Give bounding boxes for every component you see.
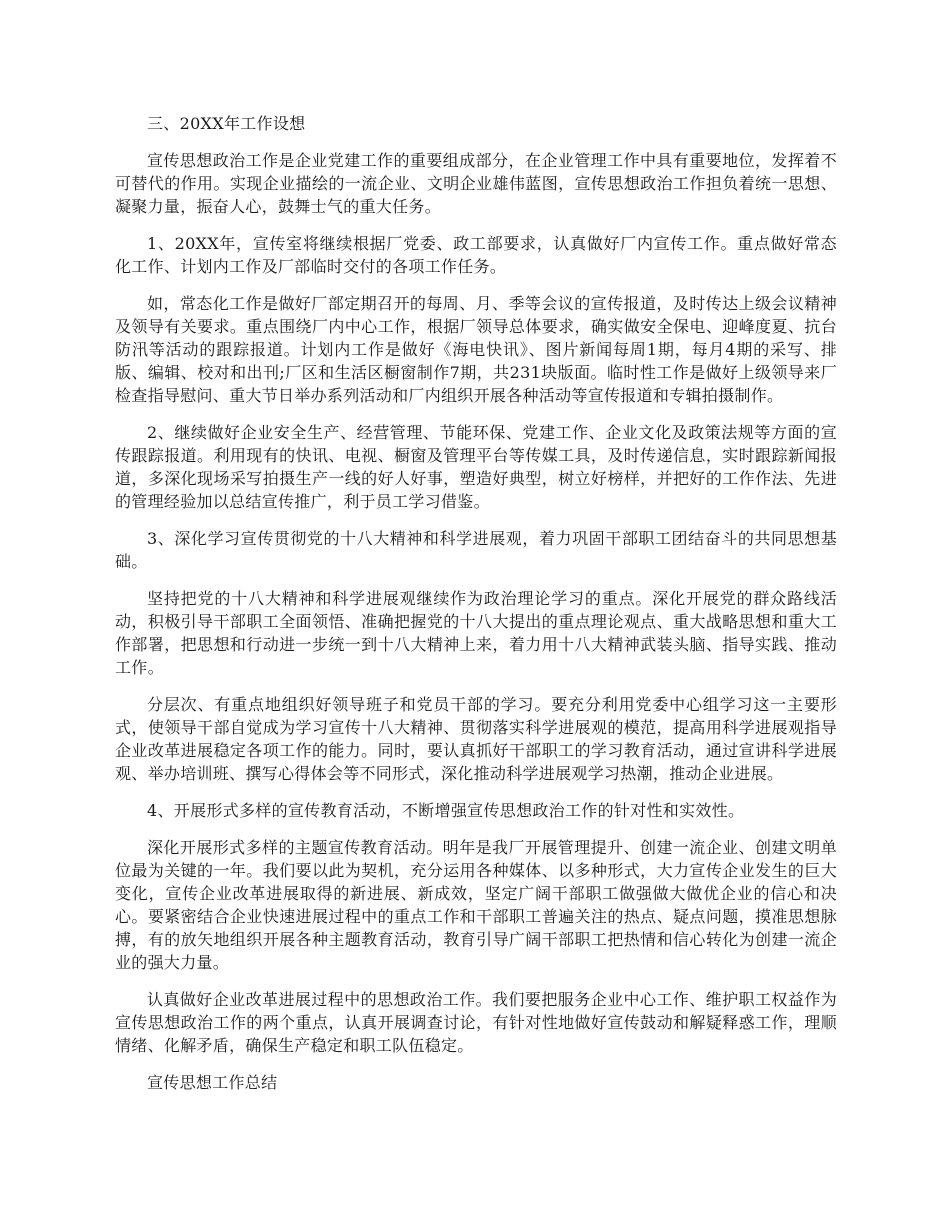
paragraph: 3、深化学习宣传贯彻党的十八大精神和科学进展观，着力巩固干部职工团结奋斗的共同思想基础。 xyxy=(115,529,837,571)
paragraph: 深化开展形式多样的主题宣传教育活动。明年是我厂开展管理提升、创建一流企业、创建文明单位最为关键的一年。我们要以此为契机，充分运用各种媒体、以多种形式，大力宣传企业发生的巨大变化，宣传企业改革进展取得的新进展、新成效，坚定广阔干部职工做强做大做优企业的信心和决心。要紧密结合企业快速进展过程中的重点工作和干部职工普遍关注的热点、疑点问题，摸准思想脉搏，有的放矢地组织开展各种主题教育活动，教育引导广阔干部职工把热情和信心转化为创建一流企业的强大力量。 xyxy=(115,838,837,972)
paragraph: 如，常态化工作是做好厂部定期召开的每周、月、季等会议的宣传报道，及时传达上级会议精神及领导有关要求。重点围绕厂内中心工作，根据厂领导总体要求，确实做安全保电、迎峰度夏、抗台防汛等活动的跟踪报道。计划内工作是做好《海电快讯》、图片新闻每周1期，每月4期的采写、排版、编辑、校对和出刊;厂区和生活区橱窗制作7期，共231块版面。临时性工作是做好上级领导来厂检查指导慰问、重大节日举办系列活动和厂内组织开展各种活动等宣传报道和专辑拍摄制作。 xyxy=(115,294,837,405)
paragraph: 分层次、有重点地组织好领导班子和党员干部的学习。要充分利用党委中心组学习这一主要形式，使领导干部自觉成为学习宣传十八大精神、贯彻落实科学进展观的模范，提高用科学进展观指导企业改革进展稳定各项工作的能力。同时，要认真抓好干部职工的学习教育活动，通过宣讲科学进展观、举办培训班、撰写心得体会等不同形式，深化推动科学进展观学习热潮，推动企业进展。 xyxy=(115,695,837,783)
paragraph: 坚持把党的十八大精神和科学进展观继续作为政治理论学习的重点。深化开展党的群众路线活动，积极引导干部职工全面领悟、准确把握党的十八大提出的重点理论观点、重大战略思想和重大工作部署，把思想和行动进一步统一到十八大精神上来，着力用十八大精神武装头脑、指导实践、推动工作。 xyxy=(115,589,837,677)
paragraph: 1、20XX年，宣传室将继续根据厂党委、政工部要求，认真做好厂内宣传工作。重点做好常态化工作、计划内工作及厂部临时交付的各项工作任务。 xyxy=(115,234,837,276)
document-body xyxy=(115,112,837,1108)
section-heading: 三、20XX年工作设想 xyxy=(147,114,306,133)
paragraph: 认真做好企业改革进展过程中的思想政治工作。我们要把服务企业中心工作、维护职工权益作为宣传思想政治工作的两个重点，认真开展调查讨论，有针对性地做好宣传鼓动和解疑释惑工作，理顺情绪、化解矛盾，确保生产稳定和职工队伍稳定。 xyxy=(115,990,837,1055)
paragraph: 4、开展形式多样的宣传教育活动，不断增强宣传思想政治工作的针对性和实效性。 xyxy=(147,801,745,820)
paragraph: 2、继续做好企业安全生产、经营管理、节能环保、党建工作、企业文化及政策法规等方面的宣传跟踪报道。利用现有的快讯、电视、橱窗及管理平台等传媒工具，及时传递信息，实时跟踪新闻报道，多深化现场采写拍摄生产一线的好人好事，塑造好典型，树立好榜样，并把好的工作作法、先进的管理经验加以总结宣传推广，利于员工学习借鉴。 xyxy=(115,423,837,511)
closing-title: 宣传思想工作总结 xyxy=(147,1073,278,1092)
paragraph: 宣传思想政治工作是企业党建工作的重要组成部分，在企业管理工作中具有重要地位，发挥着不可替代的作用。实现企业描绘的一流企业、文明企业雄伟蓝图，宣传思想政治工作担负着统一思想、凝聚力量，振奋人心，鼓舞士气的重大任务。 xyxy=(115,151,837,216)
